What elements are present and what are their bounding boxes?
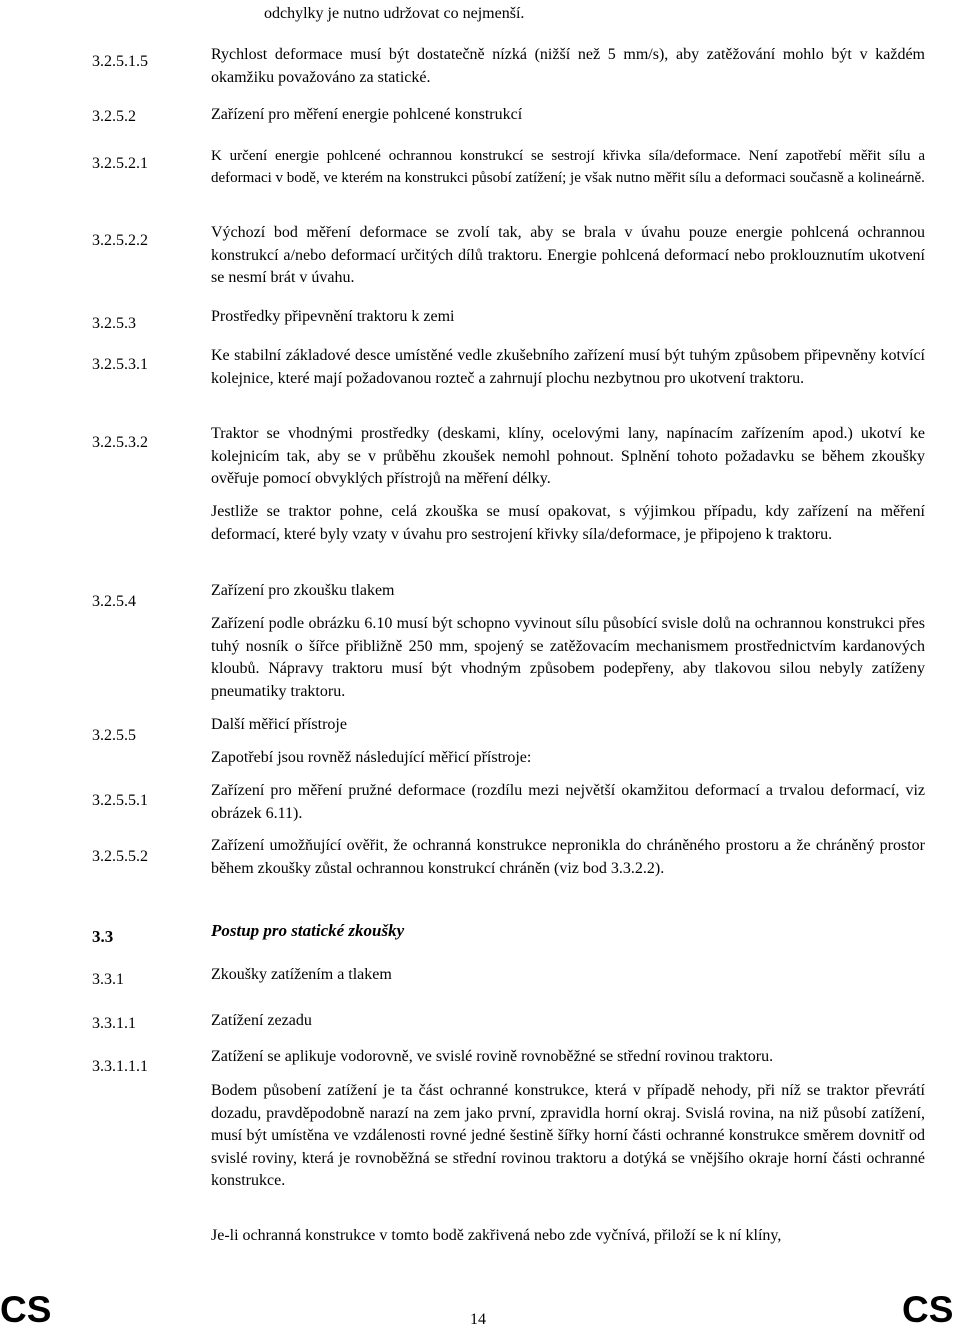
continuation-line: odchylky je nutno udržovat co nejmenší. <box>264 5 525 22</box>
section-number: 3.2.5.2.2 <box>92 232 148 249</box>
section-heading: Zařízení pro měření energie pohlcené konstrukcí <box>211 106 523 123</box>
paragraph: Výchozí bod měření deformace se zvolí tak, aby se brala v úvahu pouze energie pohlcená ochrannou konstrukcí a/nebo deformací určitých dílů traktoru. Energie pohlcená deformací nebo proklouznutím ukotvení se nesmí brát v úvahu. <box>211 224 925 286</box>
paragraph: Zařízení umožňující ověřit, že ochranná konstrukce nepronikla do chráněného prostoru a že chráněný prostor během zkoušky zůstal ochrannou konstrukcí chráněn (viz bod 3.3.2.2). <box>211 837 925 877</box>
language-code-right: CS <box>902 1289 954 1330</box>
section-number: 3.2.5.5.1 <box>92 792 148 809</box>
paragraph: Zařízení podle obrázku 6.10 musí být schopno vyvinout sílu působící svisle dolů na ochrannou konstrukci přes tuhý nosník o šířce přibližně 250 mm, spojený se zatěžovacím mechanismem prostřednictvím kardanových kloubů. Nápravy traktoru musí být vhodným způsobem podepřeny, aby tlakovou silou nebyly zatíženy pneumatiky traktoru. <box>211 615 925 700</box>
section-heading: Prostředky připevnění traktoru k zemi <box>211 308 455 325</box>
language-code-left: CS <box>0 1289 52 1330</box>
section-heading: Zatížení zezadu <box>211 1012 312 1029</box>
paragraph: Je-li ochranná konstrukce v tomto bodě zakřivená nebo zde vyčnívá, přiloží se k ní klíny, <box>211 1227 782 1244</box>
section-number: 3.3.1 <box>92 971 124 988</box>
section-number: 3.2.5.3.1 <box>92 356 148 373</box>
section-number: 3.2.5.5.2 <box>92 848 148 865</box>
section-number: 3.2.5.1.5 <box>92 53 148 70</box>
section-number: 3.2.5.3.2 <box>92 434 148 451</box>
paragraph: Zatížení se aplikuje vodorovně, ve svislé rovině rovnoběžné se střední rovinou traktoru. <box>211 1048 774 1065</box>
section-number: 3.2.5.2.1 <box>92 155 148 172</box>
paragraph: Jestliže se traktor pohne, celá zkouška se musí opakovat, s výjimkou případu, kdy zařízení na měření deformací, které byly vzaty v úvahu pro sestrojení křivky síla/deformace, je připojeno k traktoru. <box>211 503 925 543</box>
section-heading: Postup pro statické zkoušky <box>211 921 405 940</box>
section-number: 3.3.1.1 <box>92 1015 136 1032</box>
section-number: 3.2.5.2 <box>92 108 136 125</box>
section-heading: Zařízení pro zkoušku tlakem <box>211 582 395 599</box>
paragraph: Ke stabilní základové desce umístěné vedle zkušebního zařízení musí být tuhým způsobem připevněny kotvící kolejnice, které mají požadovanou rozteč a zahrnují plochu nezbytnou pro ukotvení traktoru. <box>211 347 925 387</box>
section-number: 3.2.5.4 <box>92 593 136 610</box>
paragraph: Rychlost deformace musí být dostatečně nízká (nižší než 5 mm/s), aby zatěžování mohlo být v každém okamžiku považováno za statické. <box>211 46 925 86</box>
page-number: 14 <box>470 1311 486 1328</box>
paragraph: Bodem působení zatížení je ta část ochranné konstrukce, která v případě nehody, při níž se traktor převrátí dozadu, pravděpodobně narazí na zem jako první, zpravidla horní okraj. Svislá rovina, na niž působí zatížení, musí být umístěna ve vzdálenosti rovné jedné šestině šířky horní části ochranné konstrukce směrem dovnitř od svislé roviny, která je rovnoběžná se střední rovinou traktoru a dotýká se vnějšího okraje horní části ochranné konstrukce. <box>211 1082 925 1189</box>
section-heading: Zkoušky zatížením a tlakem <box>211 966 392 983</box>
section-number: 3.3 <box>92 927 114 946</box>
paragraph: K určení energie pohlcené ochrannou konstrukcí se sestrojí křivka síla/deformace. Není zapotřebí měřit sílu a deformaci v bodě, ve kterém na konstrukci působí zatížení; je však nutno měřit sílu a deformaci současně a kolineárně. <box>211 148 925 186</box>
section-number: 3.2.5.5 <box>92 727 136 744</box>
section-number: 3.3.1.1.1 <box>92 1058 148 1075</box>
paragraph: Traktor se vhodnými prostředky (deskami, klíny, ocelovými lany, napínacím zařízením apod.) ukotví ke kolejnicím tak, aby se v průběhu zkoušek nemohl pohnout. Splnění tohoto požadavku se během zkoušky ověřuje pomocí obvyklých přístrojů na měření délky. <box>211 425 925 487</box>
section-number: 3.2.5.3 <box>92 315 136 332</box>
paragraph: Zařízení pro měření pružné deformace (rozdílu mezi největší okamžitou deformací a trvalou deformací, viz obrázek 6.11). <box>211 782 925 822</box>
section-heading: Další měřicí přístroje <box>211 716 347 733</box>
paragraph: Zapotřebí jsou rovněž následující měřicí přístroje: <box>211 749 532 766</box>
